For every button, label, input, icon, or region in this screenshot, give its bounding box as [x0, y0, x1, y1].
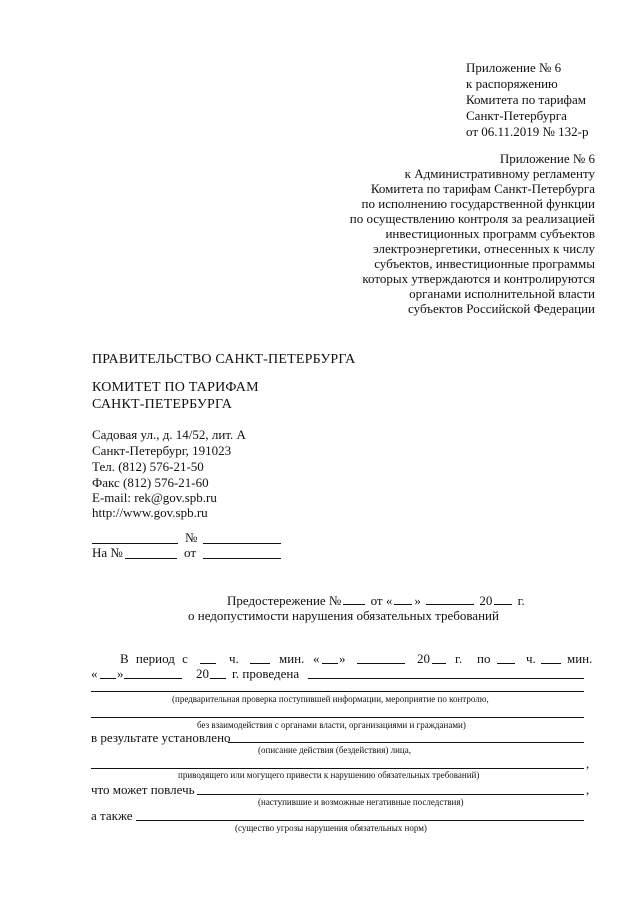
reg-line: к Административному регламенту [404, 166, 595, 181]
appendix-committee: Комитета по тарифам [466, 92, 586, 107]
comma-2: , [586, 782, 590, 797]
hint-threat: (существо угрозы нарушения обязательных норм) [235, 823, 427, 833]
reg-line: Приложение № 6 [499, 151, 595, 166]
warning-day-blank[interactable] [394, 593, 412, 605]
start-minute-blank[interactable] [250, 663, 270, 664]
end-year-prefix: 20 [196, 666, 209, 681]
reply-number-blank[interactable] [125, 558, 177, 559]
title-year-suffix: г. [517, 593, 525, 608]
phone: Тел. (812) 576-21-50 [92, 459, 204, 474]
reply-to-label: На № [92, 545, 123, 560]
committee-heading-2: САНКТ-ПЕТЕРБУРГА [92, 397, 233, 412]
action-type-blank-2[interactable] [91, 691, 584, 692]
to-label: по [477, 651, 491, 666]
reg-line: субъектов Российской Федерации [408, 301, 595, 316]
end-minutes-label: мин. [567, 651, 593, 666]
fax: Факс (812) 576-21-60 [92, 475, 209, 490]
warning-number-blank[interactable] [343, 593, 365, 605]
reply-from-label: от [184, 545, 197, 560]
end-hour-blank[interactable] [497, 663, 515, 664]
title-from: от « [370, 593, 393, 608]
period-label: В период с [120, 651, 188, 666]
conducted-label: г. проведена [232, 666, 300, 681]
start-day-close-quote: » [339, 651, 346, 666]
email: E-mail: rek@gov.spb.ru [92, 490, 217, 505]
consequences-blank[interactable] [197, 794, 584, 795]
action-type-blank[interactable] [308, 678, 584, 679]
end-year-blank[interactable] [210, 678, 226, 679]
end-month-blank[interactable] [124, 678, 182, 679]
reg-line: инвестиционных программ субъектов [385, 226, 595, 241]
reply-date-blank[interactable] [203, 558, 281, 559]
warning-year-blank[interactable] [494, 593, 512, 605]
reg-line: органами исполнительной власти [409, 286, 595, 301]
hint-action-description: (описание действия (бездействия) лица, [258, 745, 411, 755]
hint-no-interaction: без взаимодействия с органами власти, организациями и гражданами) [197, 720, 466, 730]
website: http://www.gov.spb.ru [92, 505, 208, 520]
end-hours-label: ч. [526, 651, 536, 666]
outgoing-number-blank[interactable] [92, 543, 178, 544]
start-day-open-quote: « [313, 651, 320, 666]
government-heading: ПРАВИТЕЛЬСТВО САНКТ-ПЕТЕРБУРГА [92, 352, 356, 367]
threat-blank[interactable] [136, 820, 584, 821]
reg-line: субъектов, инвестиционные программы [374, 256, 595, 271]
end-day-blank[interactable] [100, 678, 116, 679]
comma-1: , [586, 756, 590, 771]
hint-violation: приводящего или могущего привести к нарушению обязательных требований) [178, 770, 480, 780]
end-day-open-quote: « [91, 666, 98, 681]
start-year-blank[interactable] [432, 663, 446, 664]
may-entail-label: что может повлечь [91, 782, 195, 797]
appendix-city: Санкт-Петербурга [466, 108, 567, 123]
established-label: в результате установлено [91, 730, 231, 745]
title-year-prefix: 20 [479, 593, 493, 608]
outgoing-date-blank[interactable] [203, 543, 281, 544]
reg-line: которых утверждаются и контролируются [362, 271, 595, 286]
title-close-quote: » [414, 593, 421, 608]
warning-month-blank[interactable] [426, 593, 474, 605]
also-label: а также [91, 808, 133, 823]
appendix-order-ref: к распоряжению [466, 76, 558, 91]
start-day-blank[interactable] [322, 663, 338, 664]
appendix-number: Приложение № 6 [466, 60, 562, 75]
established-blank[interactable] [228, 742, 584, 743]
title-warning [227, 593, 525, 607]
reg-line: по осуществлению контроля за реализацией [349, 211, 595, 226]
start-month-blank[interactable] [357, 663, 405, 664]
number-sign: № [185, 530, 198, 545]
appendix-date: от 06.11.2019 № 132-р [466, 124, 589, 139]
start-hour-blank[interactable] [200, 663, 216, 664]
end-minute-blank[interactable] [541, 663, 561, 664]
start-year-suffix: г. [455, 651, 463, 666]
reg-line: электроэнергетики, отнесенных к числу [373, 241, 595, 256]
committee-heading-1: КОМИТЕТ ПО ТАРИФАМ [92, 380, 259, 395]
minutes-label: мин. [279, 651, 305, 666]
end-day-close-quote: » [117, 666, 124, 681]
established-blank-2[interactable] [91, 768, 584, 769]
title-subject: о недопустимости нарушения обязательных требований [188, 608, 499, 623]
title-warning-label: Предостережение № [227, 593, 342, 608]
reg-line: по исполнению государственной функции [361, 196, 595, 211]
hint-consequences: (наступившие и возможные негативные последствия) [258, 797, 464, 807]
city-postcode: Санкт-Петербург, 191023 [92, 443, 232, 458]
address: Садовая ул., д. 14/52, лит. А [92, 427, 246, 442]
hours-label: ч. [229, 651, 239, 666]
reg-line: Комитета по тарифам Санкт-Петербурга [370, 181, 595, 196]
start-year-prefix: 20 [417, 651, 430, 666]
action-type-blank-3[interactable] [91, 717, 584, 718]
hint-action-type: (предварительная проверка поступившей информации, мероприятие по контролю, [172, 694, 489, 704]
